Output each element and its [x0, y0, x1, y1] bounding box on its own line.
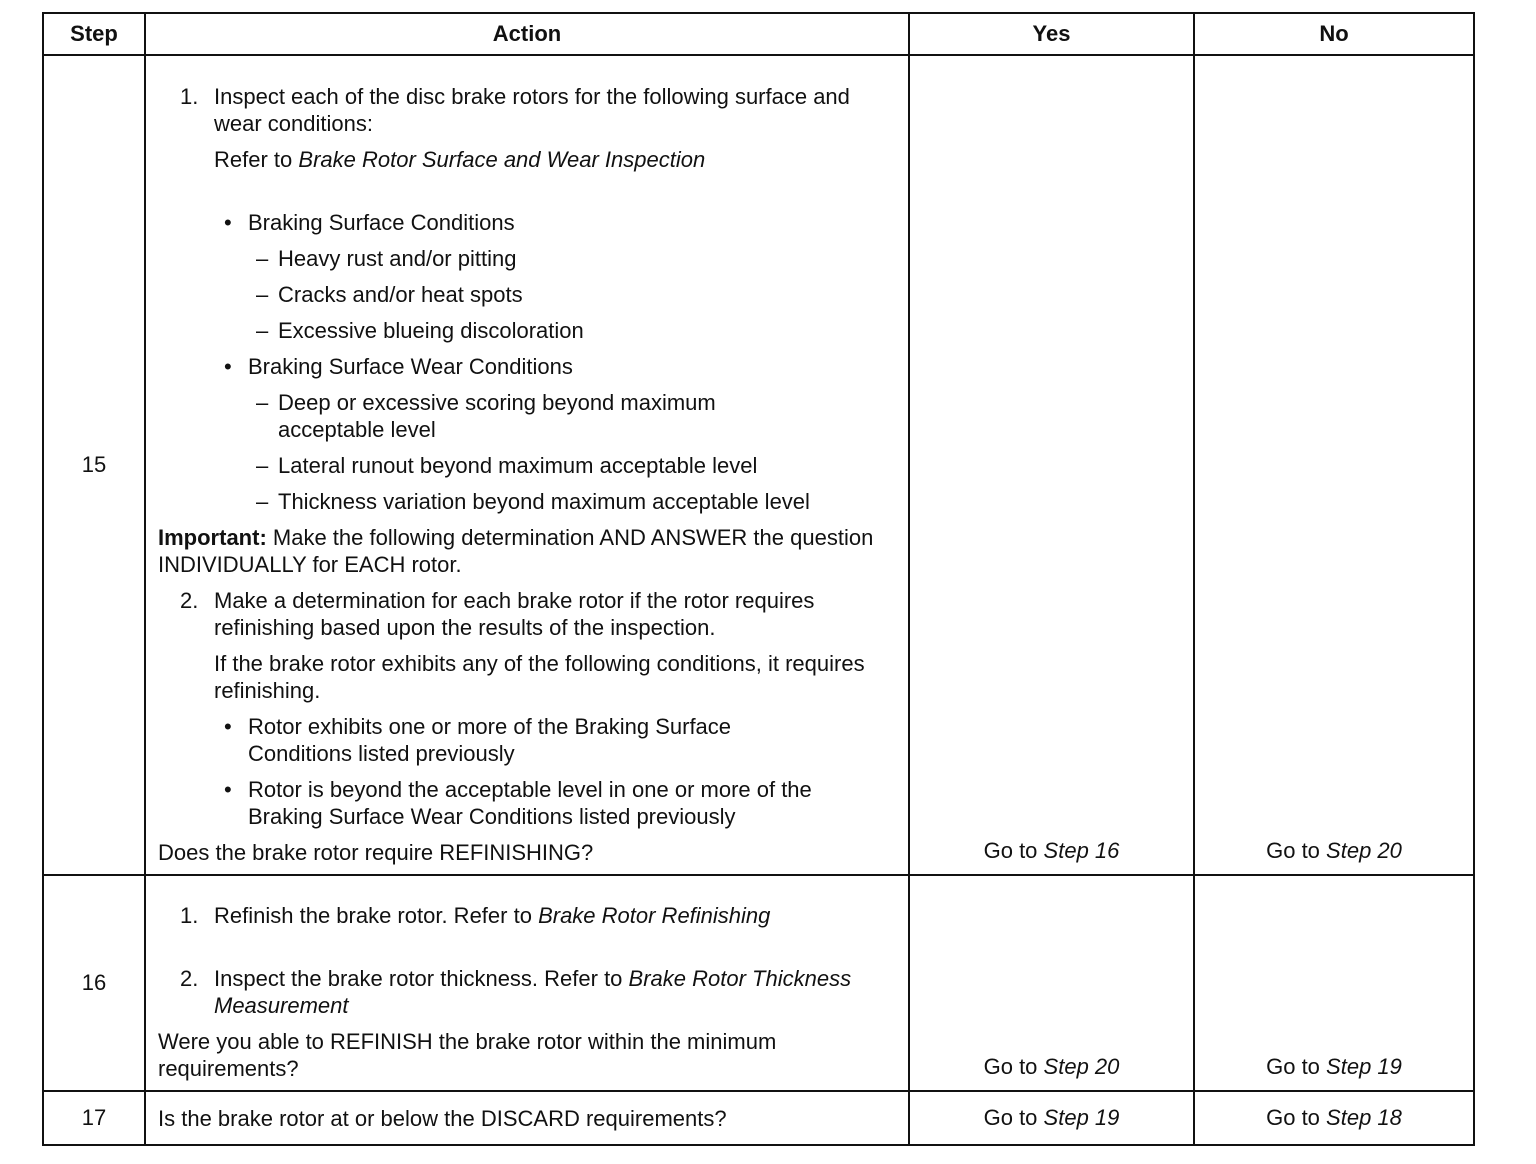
- criteria-bullet: [224, 713, 898, 767]
- yes-prefix: Go to: [983, 838, 1038, 863]
- no-step-link[interactable]: Step 20: [1326, 838, 1402, 863]
- bullet-icon: •: [224, 210, 232, 235]
- condition-sub-item: [256, 452, 898, 479]
- sub-item-text: Cracks and/or heat spots: [278, 282, 523, 307]
- dash-icon: –: [256, 489, 269, 514]
- condition-sub-item: [256, 389, 898, 443]
- dash-icon: –: [256, 282, 269, 307]
- yes-prefix: Go to: [983, 1054, 1038, 1079]
- sub-item-text: Lateral runout beyond maximum acceptable level: [278, 453, 758, 478]
- step-number: 15: [43, 55, 145, 875]
- dash-icon: –: [256, 246, 269, 271]
- step-number: 17: [43, 1091, 145, 1145]
- yes-step-link[interactable]: Step 19: [1043, 1105, 1120, 1130]
- no-cell: [1194, 875, 1474, 1091]
- yes-cell: [909, 875, 1194, 1091]
- reference-link[interactable]: Brake Rotor Refinishing: [538, 903, 771, 928]
- dash-icon: –: [256, 318, 269, 343]
- yes-cell: [909, 55, 1194, 875]
- table-row-step-17: [43, 1091, 1474, 1145]
- no-prefix: Go to: [1266, 838, 1320, 863]
- instruction-item: [180, 83, 898, 173]
- diagnostic-table: [42, 12, 1475, 1146]
- step-number: 16: [43, 875, 145, 1091]
- instruction-item: [180, 902, 898, 929]
- header-yes: Yes: [909, 13, 1194, 55]
- condition-sub-item: [256, 245, 898, 272]
- yes-step-link[interactable]: Step 16: [1043, 838, 1120, 863]
- header-no: No: [1194, 13, 1474, 55]
- important-label: Important:: [158, 525, 267, 550]
- instruction-item: [180, 587, 898, 830]
- instruction-text: Inspect the brake rotor thickness. Refer to: [214, 966, 623, 991]
- condition-sub-item: [256, 281, 898, 308]
- no-prefix: Go to: [1266, 1054, 1320, 1079]
- no-prefix: Go to: [1266, 1105, 1320, 1130]
- reference-link[interactable]: Brake Rotor Surface and Wear Inspection: [298, 147, 706, 172]
- no-cell: [1194, 1091, 1474, 1145]
- sub-item-text: Heavy rust and/or pitting: [278, 246, 517, 271]
- no-step-link[interactable]: Step 19: [1326, 1054, 1402, 1079]
- instruction-item: [180, 965, 898, 1019]
- bullet-icon: •: [224, 714, 232, 739]
- header-row: [43, 13, 1474, 55]
- sub-item-text: Excessive blueing discoloration: [278, 318, 584, 343]
- action-cell: [145, 55, 909, 875]
- instruction-text: Inspect each of the disc brake rotors for the following surface and wear conditions:: [214, 84, 850, 136]
- yes-cell: [909, 1091, 1194, 1145]
- condition-bullet: [224, 353, 898, 380]
- reference-prefix: Refer to: [214, 147, 293, 172]
- table-row-step-16: [43, 875, 1474, 1091]
- important-note: [158, 524, 898, 578]
- important-text: Make the following determination AND ANSWER the question INDIVIDUALLY for EACH rotor.: [158, 525, 874, 577]
- condition-heading: Braking Surface Conditions: [248, 210, 515, 235]
- dash-icon: –: [256, 453, 269, 478]
- item-number: 1.: [180, 903, 199, 928]
- bullet-icon: •: [224, 354, 232, 379]
- criteria-bullet: [224, 776, 898, 830]
- item-number: 1.: [180, 84, 199, 109]
- condition-sub-item: [256, 488, 898, 515]
- item-number: 2.: [180, 588, 199, 613]
- reference-link[interactable]: Brake Rotor Thickness Measurement: [214, 966, 852, 1018]
- no-cell: [1194, 55, 1474, 875]
- instruction-text: If the brake rotor exhibits any of the following conditions, it requires refinishing.: [214, 651, 865, 703]
- header-action: Action: [145, 13, 909, 55]
- header-step: Step: [43, 13, 145, 55]
- no-step-link[interactable]: Step 18: [1326, 1105, 1402, 1130]
- criteria-text: Rotor is beyond the acceptable level in one or more of the Braking Surface Wear Conditions listed previously: [248, 777, 812, 829]
- reference-line: [214, 146, 898, 173]
- instruction-text: Make a determination for each brake rotor if the rotor requires refinishing based upon the results of the inspection.: [214, 588, 815, 640]
- yes-prefix: Go to: [983, 1105, 1038, 1130]
- condition-bullet: [224, 209, 898, 236]
- instruction-text: Refinish the brake rotor. Refer to: [214, 903, 532, 928]
- question-text: Were you able to REFINISH the brake rotor within the minimum requirements?: [158, 1029, 777, 1081]
- item-number: 2.: [180, 966, 199, 991]
- sub-item-text: Thickness variation beyond maximum acceptable level: [278, 489, 810, 514]
- sub-item-text: Deep or excessive scoring beyond maximum acceptable level: [278, 390, 716, 442]
- condition-heading: Braking Surface Wear Conditions: [248, 354, 573, 379]
- table-row-step-15: [43, 55, 1474, 875]
- criteria-text: Rotor exhibits one or more of the Braking Surface Conditions listed previously: [248, 714, 732, 766]
- condition-sub-item: [256, 317, 898, 344]
- question-text: Does the brake rotor require REFINISHING?: [158, 840, 594, 865]
- dash-icon: –: [256, 390, 269, 415]
- action-cell: [145, 875, 909, 1091]
- question-text: Is the brake rotor at or below the DISCARD requirements?: [145, 1091, 909, 1145]
- yes-step-link[interactable]: Step 20: [1043, 1054, 1120, 1079]
- bullet-icon: •: [224, 777, 232, 802]
